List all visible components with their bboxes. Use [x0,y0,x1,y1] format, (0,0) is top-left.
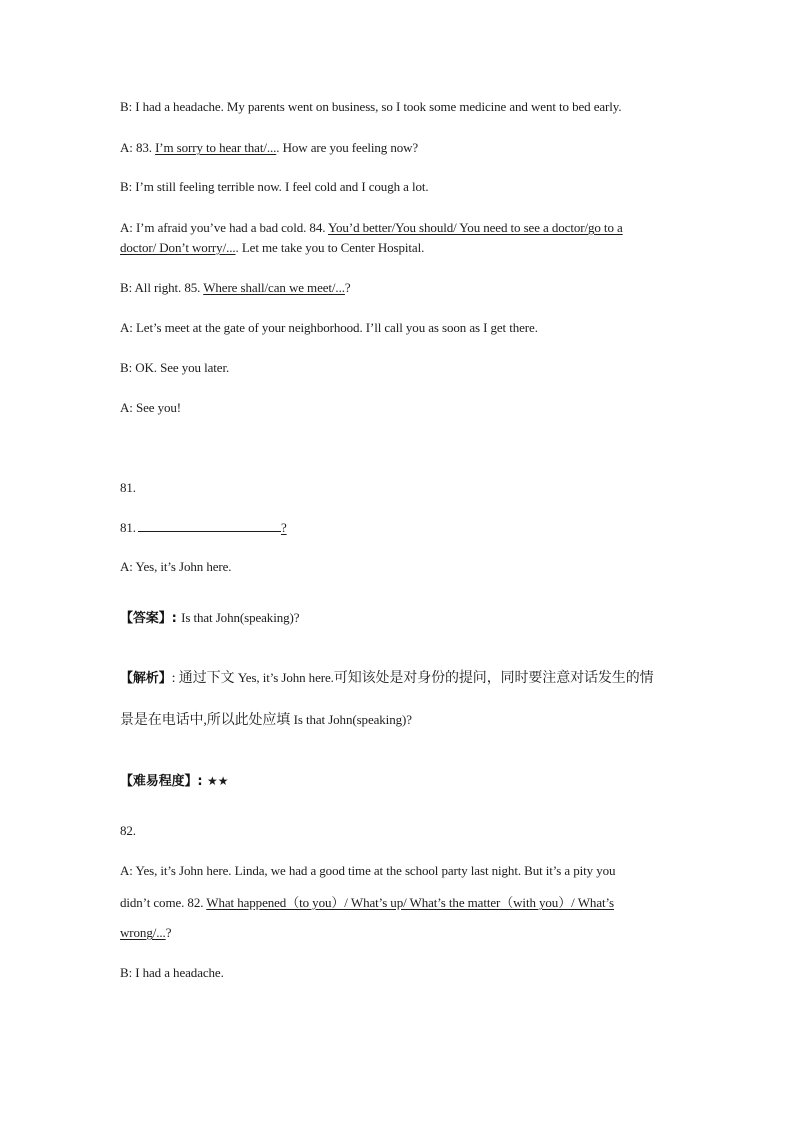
analysis-quote: Yes, it’s John here. [237,670,334,685]
dialogue-text: B: I had a headache. My parents went on business, so I took some medicine and went to bed early. [120,99,622,114]
question-81-heading [120,479,136,497]
answer-82-part-2: wrong/... [120,925,166,940]
dialogue-suffix: . Let me take you to Center Hospital. [235,240,425,255]
answer-82-part-1: What happened（to you）/ What’s up/ What’s the matter（with you）/ What’s [206,895,614,910]
dialogue-line-3 [120,178,429,196]
question-81-reply [120,558,231,576]
question-81-analysis-line-1 [120,669,654,688]
dialogue-text: B: I’m still feeling terrible now. I feel cold and I cough a lot. [120,179,429,194]
dialogue-suffix: . How are you feeling now? [276,140,419,155]
blank-number: 81. [120,520,136,535]
dialogue-text: B: I had a headache. [120,965,224,980]
question-81-analysis-line-2 [120,711,412,730]
dialogue-text: A: See you! [120,400,181,415]
answer-84-part-1: You’d better/You should/ You need to see a doctor/go to a [328,220,623,235]
question-number: 81. [120,480,136,495]
question-82-line-1 [120,862,615,880]
dialogue-line-6 [120,279,351,297]
question-82-line-3 [120,924,171,942]
answer-85: Where shall/can we meet/... [203,280,345,295]
question-81-answer [120,609,299,628]
difficulty-colon: : [197,774,207,789]
dialogue-suffix: ? [165,925,172,940]
answer-label: 【答案】 [120,611,172,626]
question-82-heading [120,822,136,840]
dialogue-text: A: Yes, it’s John here. Linda, we had a good time at the school party last night. But it’s a pity you [120,863,616,878]
analysis-text: 可知该处是对身份的提问，同时要注意对话发生的情 [333,671,654,686]
dialogue-prefix: B: All right. 85. [120,280,204,295]
analysis-label: 【解析】 [120,671,172,686]
dialogue-line-9 [120,399,181,417]
dialogue-prefix: A: 83. [120,140,156,155]
analysis-text: : 通过下文 [171,671,238,686]
question-82-line-4 [120,964,224,982]
dialogue-line-8 [120,359,229,377]
dialogue-text: B: OK. See you later. [120,360,230,375]
dialogue-line-4 [120,219,623,237]
answer-83: I’m sorry to hear that/... [155,140,277,155]
question-82-line-2 [120,894,614,912]
dialogue-line-5 [120,239,424,257]
reply-text: A: Yes, it’s John here. [120,559,232,574]
analysis-answer: Is that John(speaking)? [293,712,412,727]
question-number: 82. [120,823,136,838]
answer-84-part-2: doctor/ Don’t worry/... [120,240,236,255]
question-81-difficulty [120,772,228,791]
question-81-blank-line [120,518,287,537]
dialogue-line-1 [120,98,621,116]
dialogue-suffix: ? [344,280,351,295]
difficulty-stars: ★★ [206,774,229,788]
analysis-text: 景是在电话中,所以此处应填 [120,713,294,728]
dialogue-prefix: A: I’m afraid you’ve had a bad cold. 84. [120,220,329,235]
dialogue-line-2 [120,139,418,157]
dialogue-line-7 [120,319,538,337]
answer-colon: : [171,611,182,626]
dialogue-text: A: Let’s meet at the gate of your neighborhood. I’ll call you as soon as I get there. [120,320,538,335]
difficulty-label: 【难易程度】 [120,774,198,789]
answer-text: Is that John(speaking)? [181,610,300,625]
blank-suffix: ? [280,520,287,535]
answer-blank [138,518,281,532]
dialogue-prefix: didn’t come. 82. [120,895,207,910]
